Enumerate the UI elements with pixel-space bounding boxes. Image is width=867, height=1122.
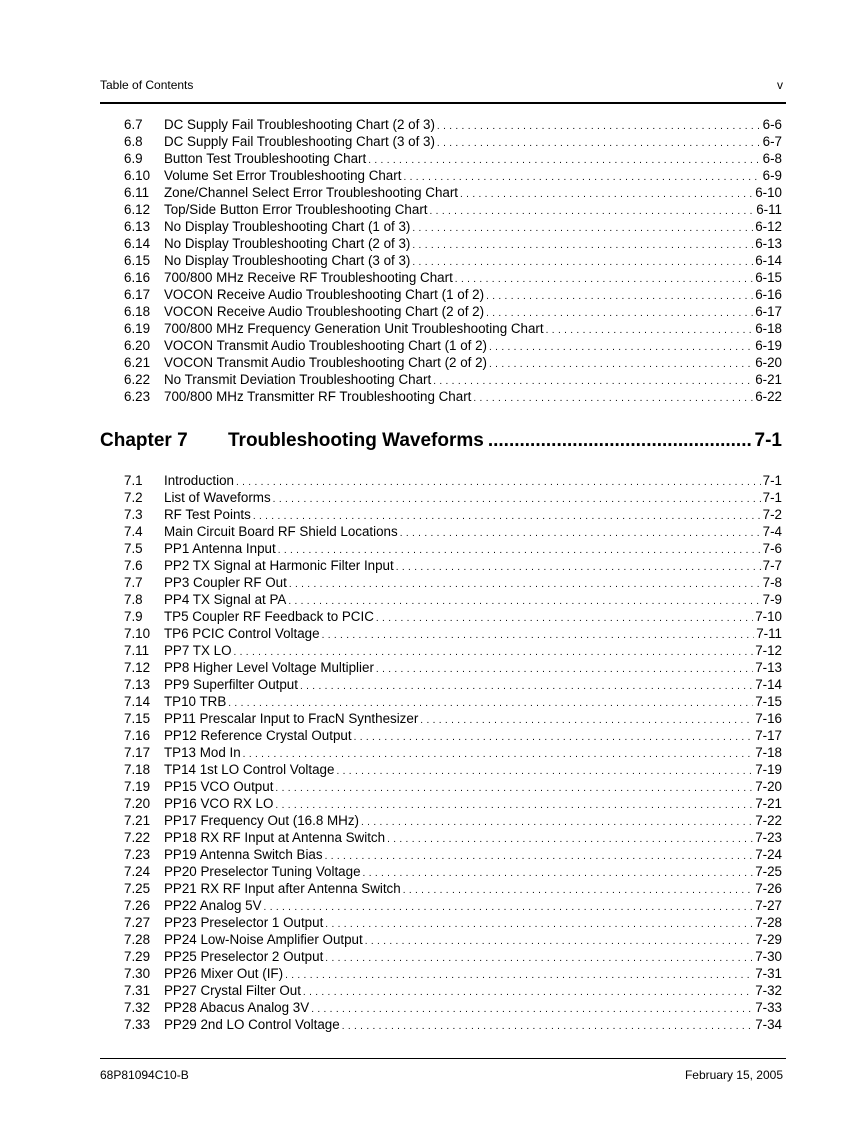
toc-entry-title: Button Test Troubleshooting Chart xyxy=(164,151,367,166)
toc-entry-page: 7-18 xyxy=(755,745,782,760)
toc-entry-page: 6-16 xyxy=(755,287,782,302)
toc-entry[interactable] xyxy=(124,744,782,761)
toc-dot-leader xyxy=(342,1018,754,1035)
toc-entry-title: PP16 VCO RX LO xyxy=(164,796,274,811)
toc-entry-page: 6-12 xyxy=(755,219,782,234)
toc-entry-title: Volume Set Error Troubleshooting Chart xyxy=(164,168,402,183)
toc-entry-number: 6.19 xyxy=(124,321,151,336)
toc-dot-leader xyxy=(430,203,755,220)
toc-entry-page: 7-29 xyxy=(755,932,782,947)
toc-entry[interactable] xyxy=(124,489,782,506)
toc-entry-page: 7-31 xyxy=(755,966,782,981)
toc-dot-leader xyxy=(365,933,753,950)
toc-dot-leader xyxy=(433,373,753,390)
toc-entry[interactable] xyxy=(124,320,782,337)
toc-entry-title: DC Supply Fail Troubleshooting Chart (3 of 3) xyxy=(164,134,435,149)
toc-entry-page: 6-13 xyxy=(755,236,782,251)
toc-entry-page: 7-33 xyxy=(755,1000,782,1015)
toc-entry-page: 7-6 xyxy=(762,541,782,556)
toc-entry-number: 7.11 xyxy=(124,643,150,658)
toc-dot-leader xyxy=(354,729,754,746)
toc-entry[interactable] xyxy=(124,727,782,744)
toc-entry[interactable] xyxy=(124,829,782,846)
toc-entry[interactable] xyxy=(124,608,782,625)
toc-entry-page: 7-23 xyxy=(755,830,782,845)
toc-entry-title: PP21 RX RF Input after Antenna Switch xyxy=(164,881,401,896)
toc-entry-number: 7.33 xyxy=(124,1017,151,1032)
toc-entry-page: 7-16 xyxy=(755,711,782,726)
toc-entry-number: 7.32 xyxy=(124,1000,151,1015)
toc-entry-page: 7-11 xyxy=(756,626,782,641)
toc-entry-title: Top/Side Button Error Troubleshooting Chart xyxy=(164,202,428,217)
toc-entry-page: 7-12 xyxy=(755,643,782,658)
toc-entry-page: 7-9 xyxy=(762,592,782,607)
toc-dot-leader xyxy=(264,899,754,916)
toc-entry[interactable] xyxy=(124,184,782,201)
toc-entry-title: RF Test Points xyxy=(164,507,251,522)
toc-entry-title: PP23 Preselector 1 Output xyxy=(164,915,324,930)
toc-entry[interactable] xyxy=(124,218,782,235)
toc-dot-leader xyxy=(460,186,753,203)
toc-entry-title: 700/800 MHz Transmitter RF Troubleshooting Chart xyxy=(164,389,472,404)
toc-entry-title: TP6 PCIC Control Voltage xyxy=(164,626,320,641)
toc-entry-title: PP17 Frequency Out (16.8 MHz) xyxy=(164,813,359,828)
toc-entry-number: 6.21 xyxy=(124,355,151,370)
toc-entry-title: PP26 Mixer Out (IF) xyxy=(164,966,284,981)
toc-entry[interactable] xyxy=(124,999,782,1016)
toc-dot-leader xyxy=(325,916,753,933)
toc-entry[interactable] xyxy=(124,1016,782,1033)
toc-entry-page: 7-34 xyxy=(755,1017,782,1032)
toc-entry-title: List of Waveforms xyxy=(164,490,271,505)
toc-entry-number: 6.14 xyxy=(124,236,151,251)
toc-entry[interactable] xyxy=(124,948,782,965)
toc-entry-number: 7.16 xyxy=(124,728,151,743)
toc-entry-number: 7.21 xyxy=(124,813,151,828)
toc-entry-number: 7.26 xyxy=(124,898,151,913)
toc-entry-number: 7.15 xyxy=(124,711,151,726)
toc-entry-number: 6.15 xyxy=(124,253,151,268)
toc-entry[interactable] xyxy=(124,693,782,710)
toc-entry-page: 7-1 xyxy=(762,490,782,505)
toc-entry-title: PP4 TX Signal at PA xyxy=(164,592,287,607)
toc-entry[interactable] xyxy=(124,574,782,591)
toc-dot-leader xyxy=(325,848,754,865)
toc-entry-page: 6-10 xyxy=(755,185,782,200)
toc-entry-page: 6-14 xyxy=(755,253,782,268)
toc-dot-leader xyxy=(455,271,753,288)
toc-entry-page: 6-7 xyxy=(762,134,782,149)
toc-section-6 xyxy=(124,116,782,405)
toc-entry-page: 6-19 xyxy=(755,338,782,353)
toc-entry-title: No Display Troubleshooting Chart (3 of 3) xyxy=(164,253,411,268)
toc-entry[interactable] xyxy=(124,540,782,557)
toc-entry[interactable] xyxy=(124,846,782,863)
toc-entry-number: 7.4 xyxy=(124,524,143,539)
toc-entry-title: PP24 Low-Noise Amplifier Output xyxy=(164,932,363,947)
toc-dot-leader xyxy=(273,491,761,508)
toc-entry-title: PP8 Higher Level Voltage Multiplier xyxy=(164,660,374,675)
toc-entry-page: 6-8 xyxy=(762,151,782,166)
toc-dot-leader xyxy=(275,780,753,797)
toc-entry-title: TP13 Mod In xyxy=(164,745,241,760)
toc-entry-number: 6.11 xyxy=(124,185,150,200)
chapter-label: Chapter 7 xyxy=(100,430,188,451)
toc-dot-leader xyxy=(437,135,761,152)
toc-entry[interactable] xyxy=(124,506,782,523)
toc-entry[interactable] xyxy=(124,557,782,574)
toc-entry[interactable] xyxy=(124,591,782,608)
toc-entry[interactable] xyxy=(124,116,782,133)
toc-entry-number: 6.17 xyxy=(124,287,151,302)
toc-entry-page: 7-4 xyxy=(762,524,782,539)
toc-entry-title: VOCON Receive Audio Troubleshooting Chart (1 of 2) xyxy=(164,287,485,302)
toc-entry-title: PP7 TX LO xyxy=(164,643,232,658)
toc-entry[interactable] xyxy=(124,167,782,184)
toc-entry-number: 7.22 xyxy=(124,830,151,845)
toc-entry-page: 7-8 xyxy=(762,575,782,590)
toc-entry[interactable] xyxy=(124,625,782,642)
toc-entry-number: 7.23 xyxy=(124,847,151,862)
toc-entry-title: PP15 VCO Output xyxy=(164,779,274,794)
toc-entry[interactable] xyxy=(124,303,782,320)
toc-entry[interactable] xyxy=(124,201,782,218)
toc-dot-leader xyxy=(322,627,755,644)
toc-entry-title: VOCON Transmit Audio Troubleshooting Chart (1 of 2) xyxy=(164,338,488,353)
toc-dot-leader xyxy=(412,220,753,237)
toc-entry[interactable] xyxy=(124,354,782,371)
toc-dot-leader xyxy=(437,118,761,135)
toc-dot-leader xyxy=(336,763,753,780)
toc-entry[interactable] xyxy=(124,523,782,540)
header-divider xyxy=(100,102,786,104)
toc-entry-page: 7-2 xyxy=(762,507,782,522)
toc-entry-number: 6.8 xyxy=(124,134,143,149)
chapter-page: 7-1 xyxy=(754,430,782,451)
toc-entry-title: 700/800 MHz Frequency Generation Unit Troubleshooting Chart xyxy=(164,321,544,336)
toc-entry[interactable] xyxy=(124,252,782,269)
toc-dot-leader xyxy=(400,525,761,542)
toc-dot-leader xyxy=(368,152,760,169)
toc-entry-title: Main Circuit Board RF Shield Locations xyxy=(164,524,398,539)
toc-entry-number: 6.7 xyxy=(124,117,143,132)
toc-entry[interactable] xyxy=(124,676,782,693)
toc-dot-leader xyxy=(387,831,753,848)
toc-entry-title: VOCON Transmit Audio Troubleshooting Chart (2 of 2) xyxy=(164,355,488,370)
page-header xyxy=(100,78,783,96)
toc-entry[interactable] xyxy=(124,761,782,778)
toc-entry-page: 7-27 xyxy=(755,898,782,913)
toc-entry[interactable] xyxy=(124,914,782,931)
toc-entry[interactable] xyxy=(124,931,782,948)
toc-entry-number: 6.16 xyxy=(124,270,151,285)
toc-entry-number: 7.25 xyxy=(124,881,151,896)
toc-dot-leader xyxy=(412,254,753,271)
toc-entry-page: 7-32 xyxy=(755,983,782,998)
toc-dot-leader xyxy=(473,390,753,407)
publication-date: February 15, 2005 xyxy=(684,1068,783,1082)
toc-entry-number: 7.19 xyxy=(124,779,151,794)
toc-entry-title: Introduction xyxy=(164,473,234,488)
toc-entry-number: 6.9 xyxy=(124,151,143,166)
toc-entry[interactable] xyxy=(124,642,782,659)
toc-entry-number: 7.2 xyxy=(124,490,143,505)
toc-entry-title: PP11 Prescalar Input to FracN Synthesizer xyxy=(164,711,419,726)
toc-dot-leader xyxy=(486,288,753,305)
toc-entry-number: 7.3 xyxy=(124,507,143,522)
toc-entry-title: PP9 Superfilter Output xyxy=(164,677,298,692)
toc-entry-page: 6-9 xyxy=(762,168,782,183)
toc-entry-page: 6-6 xyxy=(762,117,782,132)
toc-dot-leader xyxy=(489,356,753,373)
toc-entry[interactable] xyxy=(124,133,782,150)
toc-entry-title: No Display Troubleshooting Chart (1 of 3) xyxy=(164,219,411,234)
toc-entry[interactable] xyxy=(124,371,782,388)
toc-entry-number: 7.7 xyxy=(124,575,143,590)
toc-entry-number: 7.9 xyxy=(124,609,143,624)
toc-entry-page: 7-19 xyxy=(755,762,782,777)
footer-divider xyxy=(100,1058,786,1059)
toc-entry-page: 7-7 xyxy=(762,558,782,573)
toc-entry-number: 7.29 xyxy=(124,949,151,964)
toc-dot-leader xyxy=(311,1001,753,1018)
toc-entry-page: 7-1 xyxy=(762,473,782,488)
toc-entry[interactable] xyxy=(124,472,782,489)
toc-entry-title: PP29 2nd LO Control Voltage xyxy=(164,1017,340,1032)
toc-entry-title: PP20 Preselector Tuning Voltage xyxy=(164,864,361,879)
toc-entry-page: 6-22 xyxy=(755,389,782,404)
toc-dot-leader xyxy=(403,882,753,899)
toc-entry-page: 7-22 xyxy=(755,813,782,828)
toc-entry[interactable] xyxy=(124,778,782,795)
toc-entry-number: 7.17 xyxy=(124,745,151,760)
toc-entry-title: 700/800 MHz Receive RF Troubleshooting Chart xyxy=(164,270,453,285)
toc-entry-title: PP3 Coupler RF Out xyxy=(164,575,287,590)
chapter-dot-leader xyxy=(488,430,751,452)
toc-entry-number: 7.30 xyxy=(124,966,151,981)
toc-entry-page: 6-21 xyxy=(755,372,782,387)
toc-entry[interactable] xyxy=(124,880,782,897)
toc-entry-number: 7.24 xyxy=(124,864,151,879)
toc-dot-leader xyxy=(300,678,753,695)
toc-dot-leader xyxy=(376,661,753,678)
toc-entry[interactable] xyxy=(124,269,782,286)
toc-dot-leader xyxy=(363,865,754,882)
toc-entry[interactable] xyxy=(124,795,782,812)
toc-entry-page: 7-17 xyxy=(755,728,782,743)
toc-entry-page: 7-28 xyxy=(755,915,782,930)
toc-entry-number: 7.12 xyxy=(124,660,151,675)
toc-dot-leader xyxy=(546,322,754,339)
toc-entry[interactable] xyxy=(124,710,782,727)
page-footer xyxy=(100,1068,783,1084)
header-page-number: v xyxy=(777,78,783,92)
toc-entry-title: PP12 Reference Crystal Output xyxy=(164,728,352,743)
toc-entry-number: 7.10 xyxy=(124,626,151,641)
toc-entry-page: 7-26 xyxy=(755,881,782,896)
toc-entry[interactable] xyxy=(124,897,782,914)
toc-dot-leader xyxy=(289,576,761,593)
toc-entry[interactable] xyxy=(124,982,782,999)
toc-dot-leader xyxy=(376,610,753,627)
chapter-title: Troubleshooting Waveforms xyxy=(228,430,484,451)
toc-dot-leader xyxy=(303,984,753,1001)
toc-dot-leader xyxy=(361,814,753,831)
header-title: Table of Contents xyxy=(100,78,194,92)
toc-entry[interactable] xyxy=(124,337,782,354)
toc-entry-title: DC Supply Fail Troubleshooting Chart (2 of 3) xyxy=(164,117,435,132)
toc-entry-page: 7-25 xyxy=(755,864,782,879)
toc-entry-page: 6-15 xyxy=(755,270,782,285)
toc-entry-number: 7.13 xyxy=(124,677,151,692)
toc-entry-number: 6.22 xyxy=(124,372,151,387)
toc-entry-title: Zone/Channel Select Error Troubleshooting Chart xyxy=(164,185,459,200)
toc-entry-title: VOCON Receive Audio Troubleshooting Chart (2 of 2) xyxy=(164,304,485,319)
toc-entry[interactable] xyxy=(124,235,782,252)
toc-entry-page: 6-20 xyxy=(755,355,782,370)
toc-entry[interactable] xyxy=(124,812,782,829)
toc-entry-number: 7.20 xyxy=(124,796,151,811)
toc-entry-title: TP14 1st LO Control Voltage xyxy=(164,762,335,777)
toc-dot-leader xyxy=(325,950,753,967)
toc-entry[interactable] xyxy=(124,150,782,167)
toc-entry-number: 7.27 xyxy=(124,915,151,930)
toc-entry-page: 7-15 xyxy=(755,694,782,709)
toc-entry-number: 7.28 xyxy=(124,932,151,947)
chapter-heading[interactable] xyxy=(100,430,782,458)
toc-entry-number: 6.18 xyxy=(124,304,151,319)
toc-dot-leader xyxy=(236,474,761,491)
toc-entry-number: 7.1 xyxy=(124,473,143,488)
toc-entry-page: 7-24 xyxy=(755,847,782,862)
toc-entry-number: 7.5 xyxy=(124,541,143,556)
toc-dot-leader xyxy=(396,559,761,576)
toc-entry-page: 7-14 xyxy=(755,677,782,692)
toc-entry-title: PP22 Analog 5V xyxy=(164,898,262,913)
toc-dot-leader xyxy=(420,712,753,729)
toc-entry-number: 6.20 xyxy=(124,338,151,353)
toc-entry[interactable] xyxy=(124,863,782,880)
toc-entry-page: 6-17 xyxy=(755,304,782,319)
toc-entry-page: 7-21 xyxy=(755,796,782,811)
toc-entry-number: 6.13 xyxy=(124,219,151,234)
toc-entry-page: 6-18 xyxy=(755,321,782,336)
toc-entry[interactable] xyxy=(124,659,782,676)
toc-dot-leader xyxy=(285,967,753,984)
toc-entry-page: 7-13 xyxy=(755,660,782,675)
toc-entry-title: PP2 TX Signal at Harmonic Filter Input xyxy=(164,558,394,573)
toc-entry-title: No Display Troubleshooting Chart (2 of 3) xyxy=(164,236,411,251)
toc-entry[interactable] xyxy=(124,388,782,405)
toc-entry-page: 7-30 xyxy=(755,949,782,964)
toc-entry-title: PP28 Abacus Analog 3V xyxy=(164,1000,310,1015)
toc-entry-number: 7.31 xyxy=(124,983,151,998)
toc-entry-number: 7.18 xyxy=(124,762,151,777)
toc-dot-leader xyxy=(412,237,753,254)
toc-entry-page: 6-11 xyxy=(756,202,782,217)
toc-entry-page: 7-10 xyxy=(755,609,782,624)
toc-entry-title: PP1 Antenna Input xyxy=(164,541,276,556)
toc-dot-leader xyxy=(489,339,753,356)
toc-entry-title: No Transmit Deviation Troubleshooting Chart xyxy=(164,372,432,387)
toc-entry[interactable] xyxy=(124,286,782,303)
toc-entry-number: 7.6 xyxy=(124,558,143,573)
toc-entry-title: PP27 Crystal Filter Out xyxy=(164,983,301,998)
toc-entry-number: 7.14 xyxy=(124,694,151,709)
toc-entry-number: 6.10 xyxy=(124,168,151,183)
toc-entry-title: PP25 Preselector 2 Output xyxy=(164,949,324,964)
toc-entry[interactable] xyxy=(124,965,782,982)
toc-entry-number: 6.23 xyxy=(124,389,151,404)
toc-section-7 xyxy=(124,472,782,1033)
toc-entry-page: 7-20 xyxy=(755,779,782,794)
toc-entry-title: PP19 Antenna Switch Bias xyxy=(164,847,323,862)
toc-entry-title: TP10 TRB xyxy=(164,694,227,709)
document-number: 68P81094C10-B xyxy=(100,1068,189,1082)
toc-entry-number: 7.8 xyxy=(124,592,143,607)
toc-entry-title: TP5 Coupler RF Feedback to PCIC xyxy=(164,609,374,624)
toc-entry-number: 6.12 xyxy=(124,202,151,217)
toc-entry-title: PP18 RX RF Input at Antenna Switch xyxy=(164,830,386,845)
